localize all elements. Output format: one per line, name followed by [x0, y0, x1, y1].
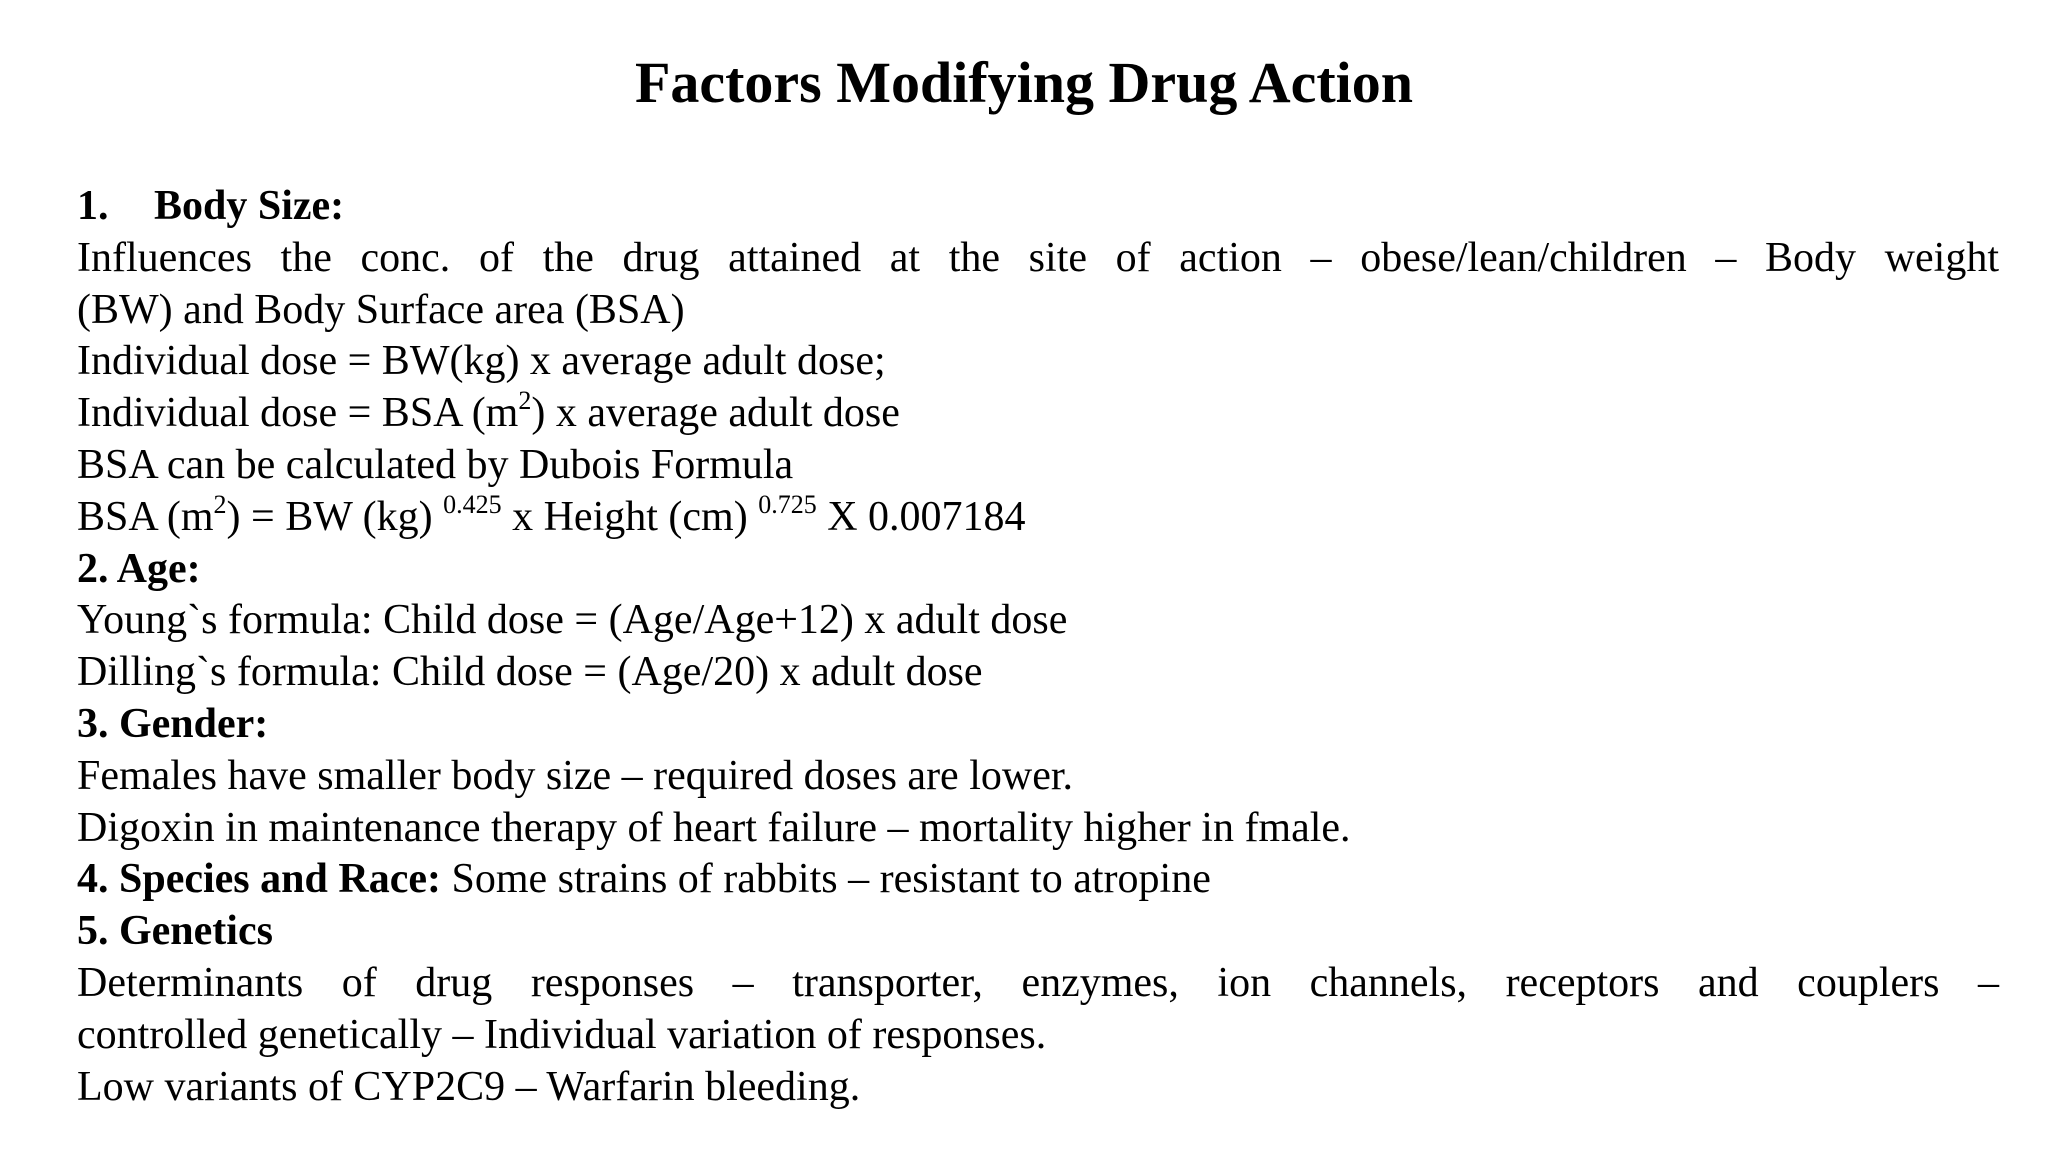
heading-gender: 3. Gender:: [77, 700, 269, 747]
heading-number: 1.: [77, 183, 109, 229]
dose-bsa-superscript: 2: [518, 386, 532, 416]
slide-content: [77, 181, 1999, 1113]
dose-bw-formula: Individual dose = BW(kg) x average adult dose;: [77, 338, 886, 385]
dose-bsa-text-a: Individual dose = BSA (m: [77, 390, 519, 437]
dubois-intro: BSA can be calculated by Dubois Formula: [77, 441, 794, 488]
dubois-formula: [77, 489, 1999, 544]
heading-text: Body Size:: [154, 183, 345, 229]
body-size-line-1: Influences the conc. of the drug attained at the site of action – obese/lean/children – Body weight: [77, 234, 1999, 281]
formula-superscript-3: 0.725: [758, 489, 817, 519]
heading-species-race: 4. Species and Race:: [77, 856, 441, 903]
dose-bsa-text-b: ) x average adult dose: [531, 390, 900, 437]
formula-superscript-1: 2: [213, 489, 227, 519]
genetics-line-2: controlled genetically – Individual variation of responses.: [77, 1011, 1047, 1058]
genetics-line-1: Determinants of drug responses – transporter, enzymes, ion channels, receptors and couplers –: [77, 959, 1999, 1006]
gender-line-1: Females have smaller body size – required doses are lower.: [77, 752, 1074, 799]
formula-text-d: X 0.007184: [816, 493, 1026, 540]
dose-bsa-formula: [77, 388, 1999, 440]
heading-body-size: [77, 181, 1999, 233]
species-race-line: [77, 854, 1999, 906]
heading-age: 2. Age:: [77, 545, 201, 592]
formula-text-c: x Height (cm): [501, 493, 759, 540]
species-race-text: Some strains of rabbits – resistant to atropine: [440, 856, 1211, 903]
genetics-line-3: Low variants of CYP2C9 – Warfarin bleeding.: [77, 1063, 861, 1110]
young-formula: Young`s formula: Child dose = (Age/Age+12) x adult dose: [77, 597, 1068, 644]
body-size-line-2: (BW) and Body Surface area (BSA): [77, 286, 685, 333]
formula-text-a: BSA (m: [77, 493, 214, 540]
dilling-formula: Dilling`s formula: Child dose = (Age/20) x adult dose: [77, 649, 983, 696]
formula-superscript-2: 0.425: [443, 489, 502, 519]
gender-line-2: Digoxin in maintenance therapy of heart failure – mortality higher in fmale.: [77, 804, 1351, 851]
heading-genetics: 5. Genetics: [77, 908, 273, 955]
page-title: Factors Modifying Drug Action: [634, 50, 1414, 115]
formula-text-b: ) = BW (kg): [226, 493, 444, 540]
